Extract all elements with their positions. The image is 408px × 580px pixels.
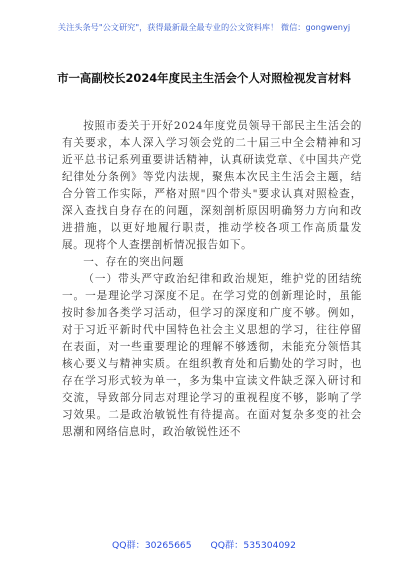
body-paragraph: （一）带头严守政治纪律和政治规矩，维护党的团结统一。一是理论学习深度不足。在学习党的创新理论时，虽能按时参加各类学习活动，但学习的深度和广度不够。例如，对于习近平新时代中国特色社会主义思想的学习，往往停留在表面，对一些重要理论的理解不够透彻，未能充分领悟其核心要义与精神实质。在组织教育处和后勤处的学习时，也存在学习形式较为单一，多为集中宣读文件缺乏深入研讨和交流，导致部分同志对理论学习的重视程度不够，影响了学习效果。二是政治敏锐性有待提高。在面对复杂多变的社会思潮和网络信息时，政治敏锐性还不: [62, 273, 362, 438]
intro-paragraph: 按照市委关于开好2024年度党员领导干部民主生活会的有关要求，本人深入学习领会党的二十届三中全会精神和习近平总书记系列重要讲话精神，认真研读党章、《中国共产党纪律处分条例》等党内法规，聚焦本次民主生活会主题，结合分管工作实际，严格对照"四个带头"要求认真对照检查，深入查找自身存在的问题，深刻剖析原因明确努力方向和改进措施，以更好地履行职责，推动学校各项工作高质量发展。现将个人查摆剖析情况报告如下。: [62, 120, 362, 251]
document-title: 市一高副校长2024年度民主生活会个人对照检视发言材料: [57, 71, 351, 85]
page-header-promo: 关注头条号"公文研究"，获得最新最全最专业的公文资料库！ 微信：gongwenyj: [57, 22, 351, 32]
page-footer: [0, 537, 408, 551]
qq-group-2: QQ群：535304092: [210, 540, 296, 551]
document-body: [62, 118, 362, 441]
section-heading: 一、存在的突出问题: [83, 256, 184, 268]
qq-group-1: QQ群：30265665: [112, 540, 192, 551]
